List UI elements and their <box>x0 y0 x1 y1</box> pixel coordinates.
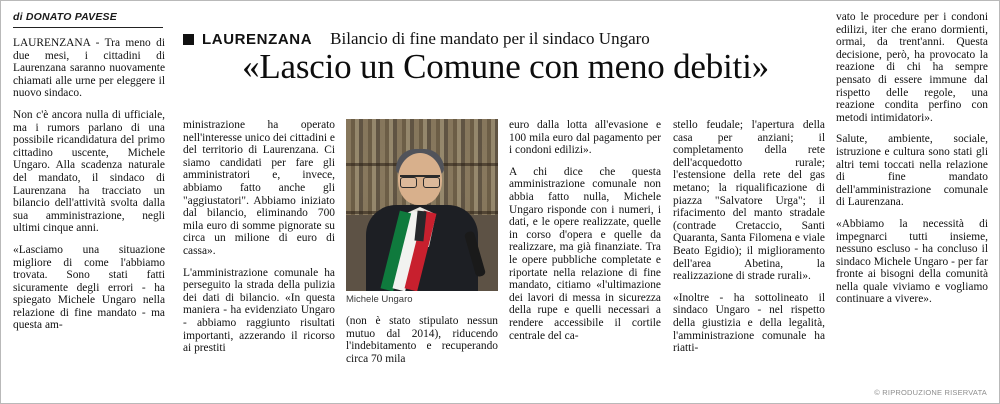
paragraph: (non è stato stipulato nessun mutuo dal 2014), riducendo l'indebitamento e recuperando circa 70 mila <box>346 315 498 365</box>
paragraph: «Lasciamo una situazione migliore di come l'abbiamo trovata. Sono stati fatti sicuramente degli errori - ha spiegato Michele Ungaro nella relazione di fine mandato - ma questa am- <box>13 243 165 332</box>
paragraph: «Inoltre - ha sottolineato il sindaco Ungaro - nel rispetto della giustizia e della legalità, l'amministrazione comunale ha riatti- <box>673 291 825 355</box>
article-kicker-row <box>183 29 823 49</box>
text-column-6 <box>836 11 988 315</box>
square-bullet-icon <box>183 34 194 45</box>
paragraph: L'amministrazione comunale ha perseguito la strada della pulizia dei dati di bilancio. «In questa maniera - ha evidenziato Ungaro - abbiamo raggiunto risultati importanti, azzerando il ricorso ai prestiti <box>183 266 335 355</box>
section-kicker: LAURENZANA <box>202 30 313 48</box>
text-column-2 <box>183 119 335 364</box>
byline-column <box>13 11 165 341</box>
paragraph: «Abbiamo la necessità di impegnarci tutti insieme, nessuno escluso - ha concluso il sindaco Michele Ungaro - per far fronte ai bisogni della comunità nella quale viviamo e vogliamo continuare a vivere». <box>836 217 988 306</box>
copyright-notice: © RIPRODUZIONE RISERVATA <box>874 388 987 397</box>
text-column-5 <box>673 119 825 364</box>
paragraph: A chi dice che questa amministrazione comunale non abbia fatto nulla, Michele Ungaro risponde con i numeri, i dati, e le opere realizzate, quelle in corso d'opera e quelle da realizzare, ma già finanziate. Tra le opere pubbliche completate e riportate nella relazione di fine mandato, citiamo «l'ultimazione dei lavori di messa in sicurezza della rupe e quelli necessari a rendere accessibile il cortile centrale del ca- <box>509 165 661 342</box>
paragraph: Non c'è ancora nulla di ufficiale, ma i rumors parlano di una possibile ricandidatura del primo cittadino uscente, Michele Ungaro. Alla scadenza naturale del mandato, il sindaco di Laurenzana ha tracciato un bilancio dell'attività svolta dalla sua amministrazione, negli ultimi cinque anni. <box>13 108 165 235</box>
paragraph: ministrazione ha operato nell'interesse unico dei cittadini e del territorio di Laurenzana. Ci siamo candidati per fare gli amministratori e, invece, abbiamo fatto anche gli "aggiustatori". Abbiamo iniziato dal bilancio, eliminando 700 mila euro di somme pignorate su circa un milione di euro di cassa». <box>183 119 335 257</box>
text-column-3 <box>346 119 498 374</box>
text-column-4 <box>509 119 661 351</box>
glasses-icon <box>400 175 440 187</box>
paragraph: LAURENZANA - Tra meno di due mesi, i cittadini di Laurenzana saranno nuovamente chiamati alle urne per eleggere il nuovo sindaco. <box>13 37 165 100</box>
paragraph: vato le procedure per i condoni edilizi, iter che erano dormienti, ormai, da trent'anni. Questa decisione, però, ha provocato la reazione di chi ha sempre pensato di essere immune dal rispetto delle regole, una reazione condita perfino con metodi intimidatori». <box>836 11 988 124</box>
photo-mayor-portrait <box>346 119 498 291</box>
article-photo-figure <box>346 119 498 311</box>
paragraph: stello feudale; l'apertura della casa per anziani; il completamento della rete dell'acquedotto rurale; l'estensione della rete del gas metano; la riqualificazione di piazza "Salvatore Urga"; il rifacimento del manto stradale (contrade Cretaccio, Santi Quaranta, Santa Filomena e viale Beato Egidio); il miglioramento dell'area Abetina, la realizzazione di strade rurali». <box>673 119 825 283</box>
page-title: «Lascio un Comune con meno debiti» <box>242 47 769 86</box>
paragraph: euro dalla lotta all'evasione e 100 mila euro dal pagamento per i condoni edilizi». <box>509 119 661 157</box>
paragraph: Salute, ambiente, sociale, istruzione e cultura sono stati gli altri temi toccati nella relazione di fine mandato dell'amministrazione comunale di Laurenzana. <box>836 133 988 209</box>
article-subhead: Bilancio di fine mandato per il sindaco Ungaro <box>330 29 650 48</box>
author-byline: di DONATO PAVESE <box>13 11 117 23</box>
photo-caption: Michele Ungaro <box>346 294 413 305</box>
byline-divider <box>13 27 163 28</box>
